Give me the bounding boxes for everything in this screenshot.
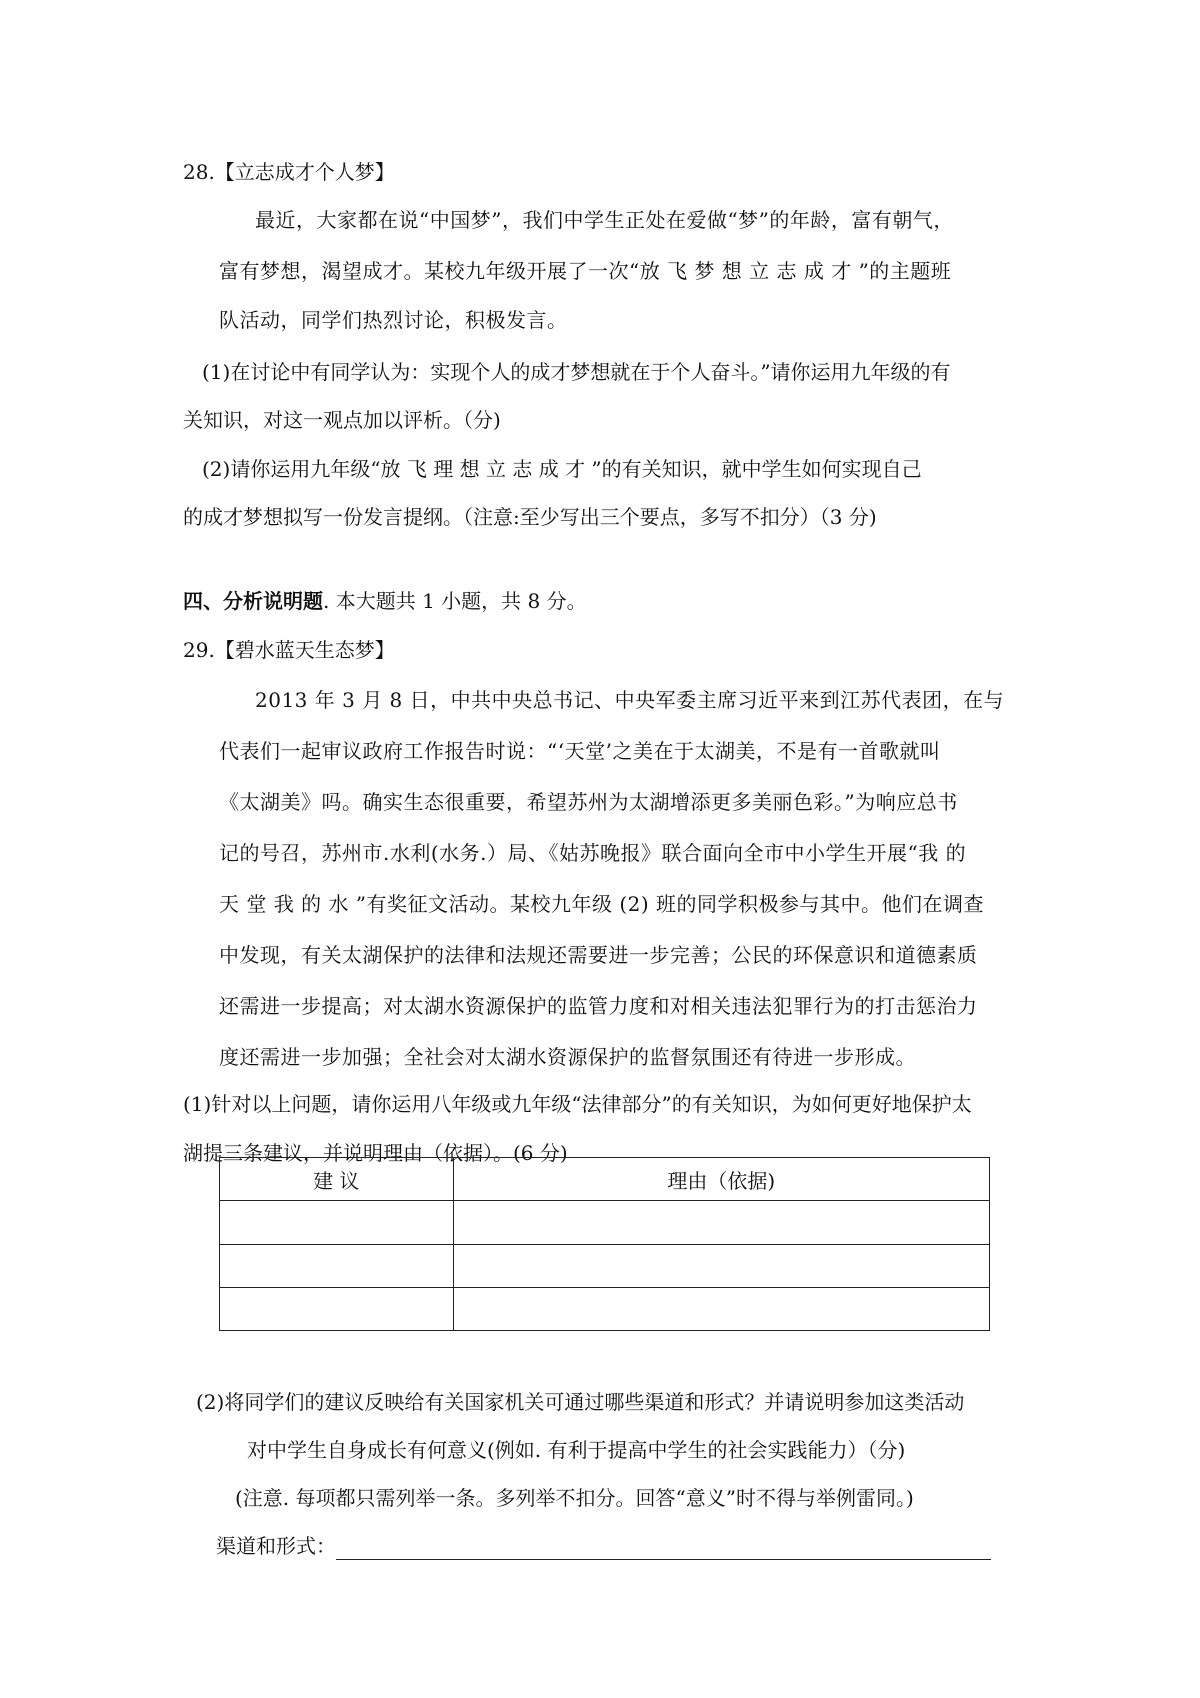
section-heading-note: . 本大题共 1 小题，共 8 分。 (323, 589, 587, 613)
table-row (220, 1287, 990, 1330)
q29-passage-line: 《太湖美》吗。确实生态很重要，希望苏州为太湖增添更多美丽色彩。”为响应总书 (219, 790, 958, 814)
q29-passage-line: 中发现，有关太湖保护的法律和法规还需要进一步完善；公民的环保意识和道德素质 (219, 943, 978, 967)
table-cell[interactable] (453, 1287, 990, 1330)
q28-title: 28.【立志成才个人梦】 (183, 160, 395, 184)
answer-line (216, 1532, 991, 1560)
answer-label: 渠道和形式： (216, 1534, 336, 1558)
table-header-suggestion: 建 议 (220, 1158, 454, 1201)
q28-passage-line: 富有梦想，渴望成才。某校九年级开展了一次“放 飞 梦 想 立 志 成 才 ”的主题班 (219, 259, 952, 283)
table-cell[interactable] (453, 1201, 990, 1244)
q29-passage-line: 还需进一步提高；对太湖水资源保护的监管力度和对相关违法犯罪行为的打击惩治力 (219, 994, 978, 1018)
q28-sub2-line: 的成才梦想拟写一份发言提纲。（注意:至少写出三个要点，多写不扣分）（3 分) (183, 505, 877, 529)
table-cell[interactable] (220, 1201, 454, 1244)
q28-sub1-line: (1)在讨论中有同学认为：实现个人的成才梦想就在于个人奋斗。”请你运用九年级的有 (202, 360, 951, 384)
answer-table (219, 1157, 990, 1331)
q29-passage-line: 记的号召，苏州市.水利(水务.）局、《姑苏晚报》联合面向全市中小学生开展“我 的 (219, 841, 967, 865)
q28-passage-line: 队活动，同学们热烈讨论，积极发言。 (219, 308, 568, 332)
table-cell[interactable] (220, 1287, 454, 1330)
table-row (220, 1244, 990, 1287)
table-row (220, 1201, 990, 1244)
q29-passage-line: 代表们一起审议政府工作报告时说：“‘天堂’之美在于太湖美，不是有一首歌就叫 (219, 739, 941, 763)
q29-sub2-line: (2)将同学们的建议反映给有关国家机关可通过哪些渠道和形式？并请说明参加这类活动 (196, 1390, 965, 1414)
q29-sub1-line: (1)针对以上问题，请你运用八年级或九年级“法律部分”的有关知识，为如何更好地保护太 (183, 1092, 972, 1116)
table-cell[interactable] (220, 1244, 454, 1287)
q29-sub1-line: 湖提三条建议，并说明理由（依据）。(6 分) (183, 1141, 568, 1165)
q29-sub2-line: 对中学生自身成长有何意义(例如. 有利于提高中学生的社会实践能力）（分) (247, 1438, 906, 1462)
q29-title: 29.【碧水蓝天生态梦】 (183, 638, 395, 662)
q29-passage-line: 2013 年 3 月 8 日，中共中央总书记、中央军委主席习近平来到江苏代表团，在与 (255, 688, 1005, 712)
table-cell[interactable] (453, 1244, 990, 1287)
section-heading-title: 四、分析说明题 (183, 589, 323, 613)
q28-sub1-line: 关知识，对这一观点加以评析。（分) (183, 408, 501, 432)
section-heading (183, 587, 587, 615)
table-header-reason: 理由（依据) (453, 1158, 990, 1201)
table-header-row (220, 1158, 990, 1201)
q28-sub2-line: (2)请你运用九年级“放 飞 理 想 立 志 成 才 ”的有关知识，就中学生如何实现自己 (202, 457, 922, 481)
answer-blank[interactable] (336, 1537, 991, 1560)
q29-sub2-note: (注意. 每项都只需列举一条。多列举不扣分。回答“意义”时不得与举例雷同。) (235, 1486, 914, 1510)
q29-passage-line: 天 堂 我 的 水 ”有奖征文活动。某校九年级 (2) 班的同学积极参与其中。他们在调查 (219, 892, 985, 916)
q28-passage-line: 最近，大家都在说“中国梦”，我们中学生正处在爱做“梦”的年龄，富有朝气， (255, 208, 954, 232)
q29-passage-line: 度还需进一步加强；全社会对太湖水资源保护的监督氛围还有待进一步形成。 (219, 1045, 916, 1069)
